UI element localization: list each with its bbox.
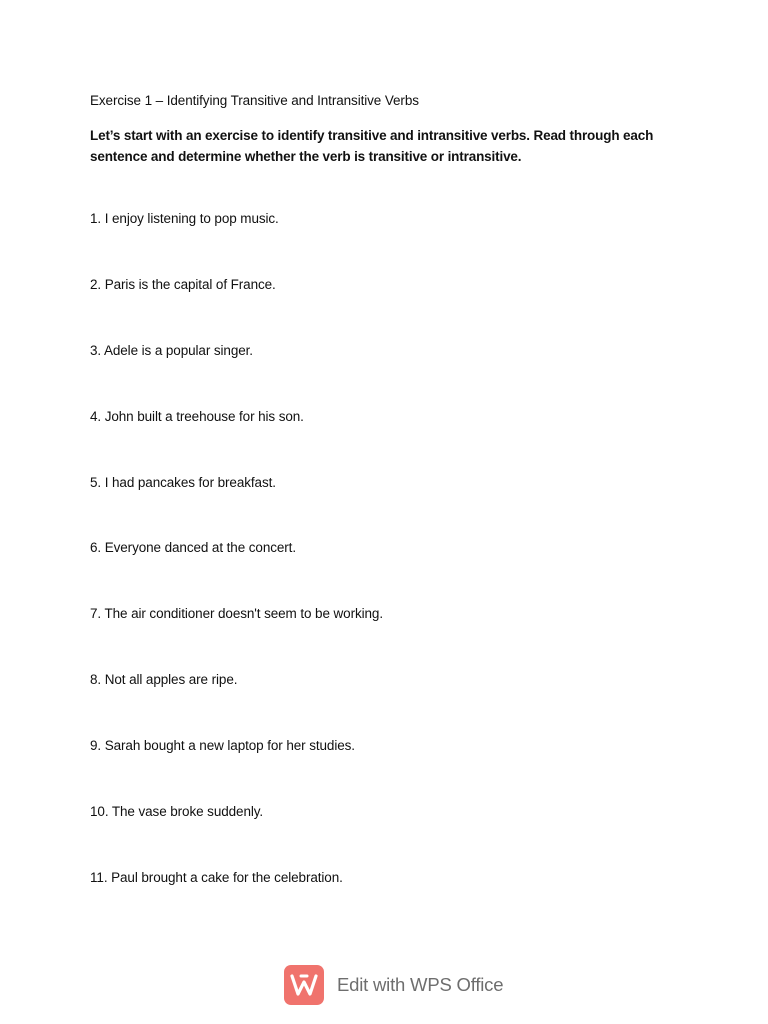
sentence-item: 4. John built a treehouse for his son. bbox=[90, 409, 304, 424]
sentence-item: 3. Adele is a popular singer. bbox=[90, 343, 253, 358]
sentence-item: 1. I enjoy listening to pop music. bbox=[90, 211, 279, 226]
sentence-item: 9. Sarah bought a new laptop for her studies. bbox=[90, 738, 355, 753]
sentence-item: 11. Paul brought a cake for the celebration. bbox=[90, 870, 343, 885]
edit-with-wps-badge[interactable] bbox=[284, 965, 503, 1005]
exercise-title: Exercise 1 – Identifying Transitive and Intransitive Verbs bbox=[90, 93, 419, 108]
exercise-instructions: Let’s start with an exercise to identify transitive and intransitive verbs. Read through each sentence and determine whether the verb is transitive or intransitive. bbox=[90, 128, 654, 164]
sentence-item: 8. Not all apples are ripe. bbox=[90, 672, 238, 687]
sentence-item: 10. The vase broke suddenly. bbox=[90, 804, 264, 819]
edit-with-wps-label[interactable]: Edit with WPS Office bbox=[337, 974, 504, 995]
sentence-item: 5. I had pancakes for breakfast. bbox=[90, 475, 276, 490]
sentence-item: 6. Everyone danced at the concert. bbox=[90, 540, 296, 555]
sentence-item: 7. The air conditioner doesn't seem to be working. bbox=[90, 606, 383, 621]
wps-logo-icon bbox=[284, 965, 324, 1005]
sentence-item: 2. Paris is the capital of France. bbox=[90, 277, 276, 292]
